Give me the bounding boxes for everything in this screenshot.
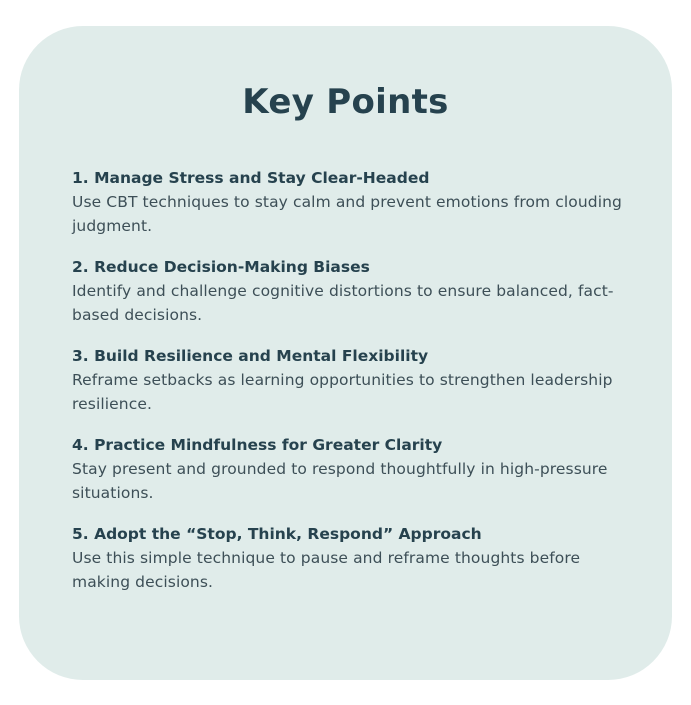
key-point-heading: 2. Reduce Decision-Making Biases (72, 258, 370, 276)
key-point-item (72, 166, 632, 238)
key-point-heading: 3. Build Resilience and Mental Flexibility (72, 347, 429, 365)
key-point-item (72, 255, 632, 327)
key-point-heading: 5. Adopt the “Stop, Think, Respond” Approach (72, 525, 482, 543)
key-point-description: Use this simple technique to pause and reframe thoughts before making decisions. (72, 549, 581, 591)
key-point-item (72, 522, 632, 594)
key-point-item (72, 344, 632, 416)
key-points-list (72, 166, 632, 611)
key-point-description: Stay present and grounded to respond thoughtfully in high-pressure situations. (72, 460, 608, 502)
card-title: Key Points (242, 82, 449, 122)
key-point-description: Identify and challenge cognitive distortions to ensure balanced, fact-based decisions. (72, 282, 614, 324)
key-point-description: Reframe setbacks as learning opportunities to strengthen leadership resilience. (72, 371, 613, 413)
key-point-heading: 4. Practice Mindfulness for Greater Clarity (72, 436, 443, 454)
key-point-heading: 1. Manage Stress and Stay Clear-Headed (72, 169, 430, 187)
key-point-description: Use CBT techniques to stay calm and prevent emotions from clouding judgment. (72, 193, 622, 235)
key-point-item (72, 433, 632, 505)
key-points-card (19, 26, 672, 680)
